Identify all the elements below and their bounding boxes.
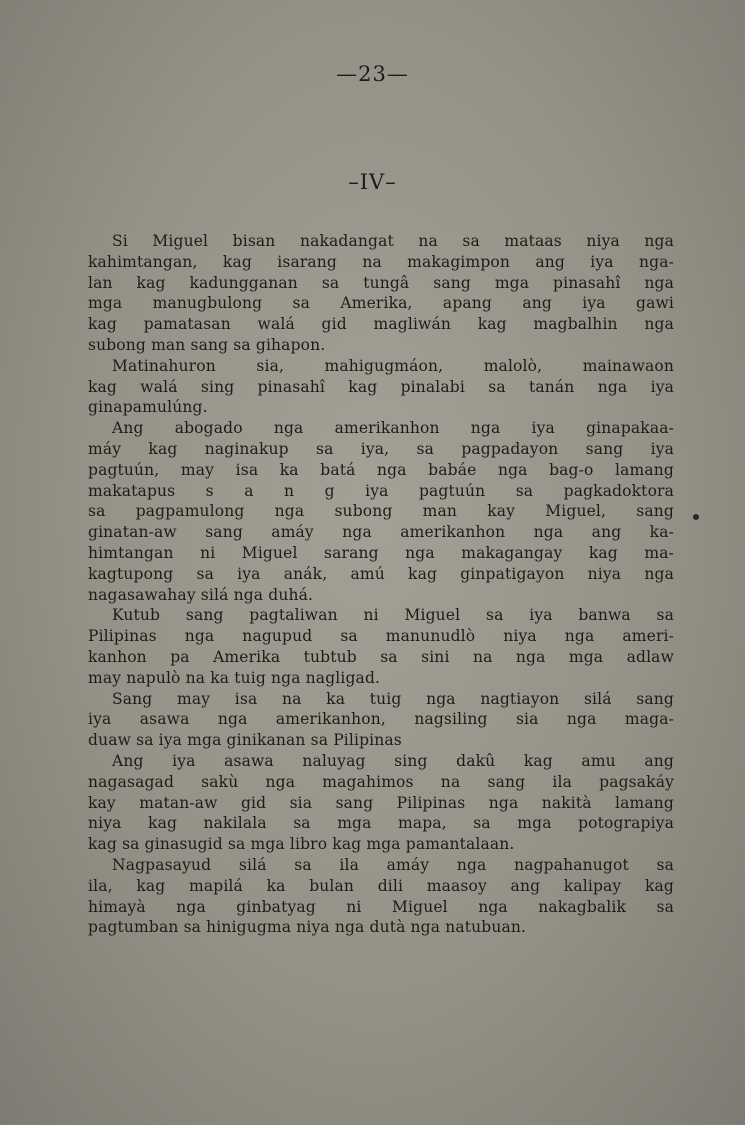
text-line: nagasawahay silá nga duhá.: [88, 585, 314, 604]
text-line: iya asawa nga amerikanhon, nagsiling sia nga maga-: [88, 710, 674, 729]
body-text: [88, 231, 674, 938]
paragraph: [88, 855, 674, 938]
text-line: makatapus s a n g iya pagtuún sa pagkadoktora: [88, 481, 674, 500]
text-line: may napulò na ka tuig nga nagligad.: [88, 668, 381, 687]
text-line: mga manugbulong sa Amerika, apang ang iya gawi: [88, 294, 674, 313]
paragraph: [88, 751, 674, 855]
paragraph: [88, 418, 674, 605]
text-line: kanhon pa Amerika tubtub sa sini na nga mga adlaw: [88, 647, 674, 666]
paragraph: [88, 231, 674, 356]
text-line: Sang may isa na ka tuig nga nagtiayon silá sang: [112, 689, 674, 708]
text-line: Pilipinas nga nagupud sa manunudlò niya nga ameri-: [88, 627, 674, 646]
text-line: Nagpasayud silá sa ila amáy nga nagpahanugot sa: [112, 855, 674, 874]
text-line: kay matan-aw gid sia sang Pilipinas nga nakità lamang: [88, 793, 674, 812]
text-line: Ang iya asawa naluyag sing dakû kag amu ang: [112, 751, 674, 770]
text-line: sa pagpamulong nga subong man kay Miguel, sang: [88, 502, 674, 521]
text-line: kag sa ginasugid sa mga libro kag mga pamantalaan.: [88, 835, 515, 854]
text-line: pagtumban sa hinigugma niya nga dutà nga natubuan.: [88, 918, 527, 937]
text-line: pagtuún, may isa ka batá nga babáe nga bag-o lamang: [88, 460, 674, 479]
text-line: kahimtangan, kag isarang na makagimpon ang iya nga-: [88, 252, 674, 271]
text-line: nagasagad sakù nga magahimos na sang ila pagsakáy: [88, 772, 674, 791]
paragraph: [88, 689, 674, 751]
text-line: ginatan-aw sang amáy nga amerikanhon nga ang ka-: [88, 523, 674, 542]
text-line: Si Miguel bisan nakadangat na sa mataas niya nga: [112, 232, 674, 250]
text-line: lan kag kadungganan sa tungâ sang mga pinasahî nga: [88, 273, 674, 292]
margin-mark-icon: [693, 514, 699, 520]
chapter-heading: –IV–: [348, 170, 397, 194]
text-line: himtangan ni Miguel sarang nga makagangay kag ma-: [88, 543, 674, 562]
text-line: Ang abogado nga amerikanhon nga iya ginapakaa-: [112, 419, 674, 438]
text-line: kagtupong sa iya anák, amú kag ginpatigayon niya nga: [88, 564, 674, 583]
text-line: kag pamatasan walá gid magliwán kag magbalhin nga: [88, 315, 674, 334]
text-line: Matinahuron sia, mahigugmáon, malolò, mainawaon: [112, 356, 674, 375]
text-line: máy kag naginakup sa iya, sa pagpadayon sang iya: [88, 439, 674, 458]
paragraph: [88, 356, 674, 418]
paragraph: [88, 605, 674, 688]
text-line: Kutub sang pagtaliwan ni Miguel sa iya banwa sa: [112, 606, 674, 625]
text-line: duaw sa iya mga ginikanan sa Pilipinas: [88, 731, 402, 750]
text-line: kag walá sing pinasahî kag pinalabi sa tanán nga iya: [88, 377, 674, 396]
text-line: ila, kag mapilá ka bulan dili maasoy ang kalipay kag: [88, 876, 674, 895]
text-line: ginapamulúng.: [88, 398, 208, 417]
text-line: niya kag nakilala sa mga mapa, sa mga potograpiya: [88, 814, 674, 833]
page-number: —23—: [336, 62, 409, 86]
text-line: himayà nga ginbatyag ni Miguel nga nakagbalik sa: [88, 897, 674, 916]
text-line: subong man sang sa gihapon.: [88, 335, 326, 354]
